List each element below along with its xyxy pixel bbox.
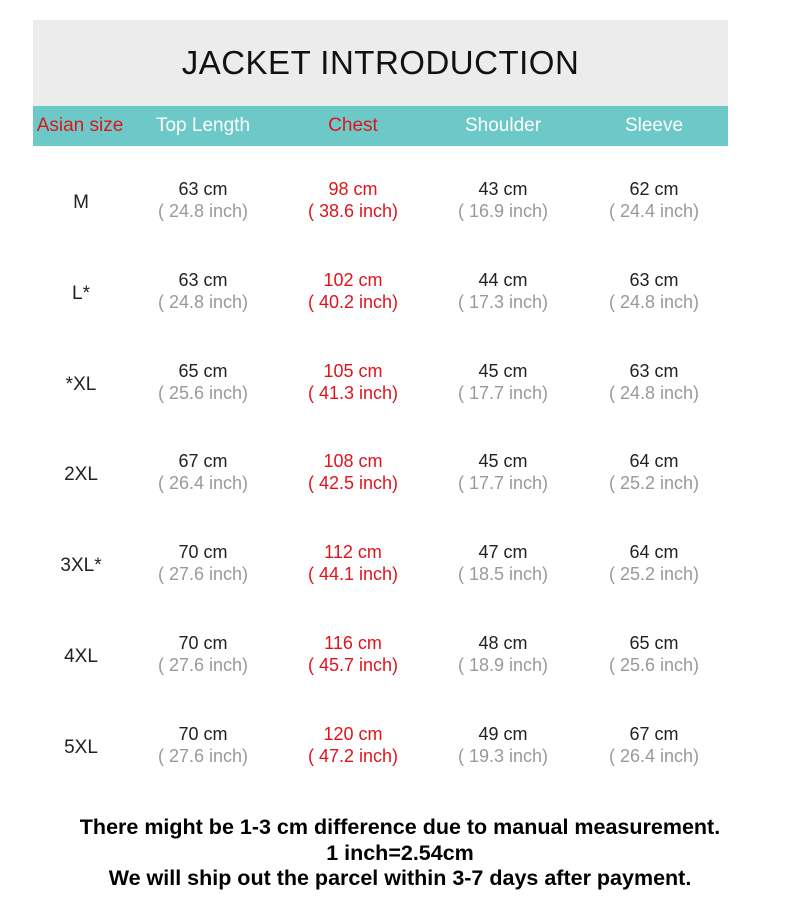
shoulder-cm: 45 cm	[478, 451, 528, 472]
top-length-cm: 70 cm	[178, 542, 228, 563]
sleeve-cm: 67 cm	[629, 723, 679, 744]
sleeve-cm: 63 cm	[629, 269, 679, 290]
chest-cm: 120 cm	[323, 723, 383, 744]
chest-cell	[308, 269, 398, 313]
shoulder-inch: ( 19.3 inch)	[457, 745, 549, 766]
sleeve-inch: ( 25.2 inch)	[608, 564, 700, 585]
top-length-inch: ( 27.6 inch)	[157, 564, 249, 585]
size-label: 4XL	[64, 646, 98, 667]
sleeve-inch: ( 24.8 inch)	[608, 291, 700, 312]
sleeve-cell	[609, 269, 699, 313]
shoulder-cell	[458, 632, 548, 676]
sleeve-cell	[609, 541, 699, 585]
note-measurement: There might be 1-3 cm difference due to manual measurement.	[79, 815, 721, 839]
sleeve-cm: 64 cm	[629, 542, 679, 563]
top-length-cell	[158, 178, 248, 222]
top-length-cm: 65 cm	[178, 360, 228, 381]
sleeve-cell	[609, 360, 699, 404]
chest-cm: 112 cm	[324, 542, 382, 563]
header-chest: Chest	[328, 115, 378, 136]
table-row	[0, 360, 800, 420]
shoulder-cell	[458, 269, 548, 313]
sleeve-inch: ( 26.4 inch)	[608, 745, 700, 766]
shoulder-cm: 49 cm	[478, 723, 528, 744]
shoulder-cell	[458, 178, 548, 222]
size-label: 3XL*	[60, 555, 102, 577]
header-sleeve: Sleeve	[624, 115, 684, 136]
shoulder-inch: ( 17.7 inch)	[457, 473, 549, 494]
table-row	[0, 541, 800, 601]
top-length-cm: 70 cm	[178, 723, 228, 744]
table-row	[0, 632, 800, 692]
notes	[0, 815, 800, 892]
chest-inch: ( 47.2 inch)	[307, 745, 399, 766]
table-header	[33, 106, 728, 146]
chest-inch: ( 45.7 inch)	[307, 655, 399, 675]
top-length-inch: ( 27.6 inch)	[157, 655, 249, 675]
chest-cm: 108 cm	[323, 451, 383, 472]
sleeve-cm: 63 cm	[629, 360, 679, 381]
page-title: JACKET INTRODUCTION	[181, 44, 580, 81]
chest-cm: 116 cm	[324, 633, 382, 653]
sleeve-cell	[609, 723, 699, 767]
size-label: L*	[72, 282, 90, 304]
table-row	[0, 450, 800, 510]
chest-cell	[308, 723, 398, 767]
note-shipping: We will ship out the parcel within 3-7 days after payment.	[108, 866, 692, 890]
sleeve-inch: ( 24.8 inch)	[608, 382, 700, 403]
sleeve-inch: ( 25.6 inch)	[608, 655, 700, 675]
chest-cell	[308, 450, 398, 494]
title-bar	[33, 20, 728, 106]
table-row	[0, 178, 800, 238]
shoulder-cm: 47 cm	[478, 542, 528, 563]
chest-cell	[308, 541, 398, 585]
chest-cell	[308, 632, 398, 676]
shoulder-inch: ( 17.3 inch)	[457, 291, 549, 312]
top-length-inch: ( 27.6 inch)	[157, 745, 249, 766]
top-length-inch: ( 25.6 inch)	[157, 382, 249, 403]
shoulder-cell	[458, 360, 548, 404]
sleeve-cell	[609, 632, 699, 676]
top-length-inch: ( 24.8 inch)	[157, 291, 249, 312]
size-label: 5XL	[64, 736, 98, 758]
shoulder-cm: 44 cm	[478, 269, 528, 290]
top-length-inch: ( 26.4 inch)	[157, 473, 249, 494]
note-conversion: 1 inch=2.54cm	[326, 840, 474, 865]
top-length-cell	[158, 632, 248, 676]
top-length-cell	[158, 450, 248, 494]
top-length-cell	[158, 723, 248, 767]
shoulder-inch: ( 18.5 inch)	[457, 564, 549, 585]
top-length-cm: 63 cm	[178, 179, 228, 199]
top-length-cm: 67 cm	[178, 451, 228, 472]
top-length-cell	[158, 269, 248, 313]
sleeve-inch: ( 25.2 inch)	[608, 473, 700, 494]
sleeve-cm: 64 cm	[629, 451, 679, 472]
chest-cm: 102 cm	[323, 269, 383, 290]
chest-inch: ( 38.6 inch)	[307, 201, 399, 221]
shoulder-inch: ( 16.9 inch)	[457, 201, 549, 221]
top-length-cell	[158, 360, 248, 404]
sleeve-cm: 62 cm	[629, 179, 679, 199]
shoulder-cell	[458, 723, 548, 767]
shoulder-inch: ( 18.9 inch)	[457, 655, 549, 675]
chest-inch: ( 40.2 inch)	[307, 291, 399, 312]
header-asian-size: Asian size	[36, 115, 124, 136]
sleeve-cell	[609, 178, 699, 222]
top-length-inch: ( 24.8 inch)	[157, 201, 249, 221]
chest-cm: 105 cm	[323, 360, 383, 381]
chest-cell	[308, 178, 398, 222]
sleeve-inch: ( 24.4 inch)	[608, 201, 700, 221]
top-length-cm: 63 cm	[178, 269, 228, 290]
size-label: *XL	[65, 373, 97, 395]
size-label: 2XL	[64, 464, 98, 486]
shoulder-cell	[458, 541, 548, 585]
header-top-length: Top Length	[155, 115, 251, 136]
chest-cell	[308, 360, 398, 404]
chest-inch: ( 44.1 inch)	[307, 564, 399, 585]
header-shoulder: Shoulder	[464, 115, 542, 136]
table-row	[0, 269, 800, 329]
shoulder-cm: 48 cm	[478, 633, 528, 653]
chest-inch: ( 41.3 inch)	[307, 382, 399, 403]
table-row	[0, 723, 800, 783]
chest-cm: 98 cm	[328, 179, 378, 199]
shoulder-cell	[458, 450, 548, 494]
top-length-cm: 70 cm	[178, 633, 228, 653]
size-label: M	[73, 192, 89, 213]
shoulder-cm: 45 cm	[478, 360, 528, 381]
chest-inch: ( 42.5 inch)	[307, 473, 399, 494]
shoulder-cm: 43 cm	[478, 179, 528, 199]
shoulder-inch: ( 17.7 inch)	[457, 382, 549, 403]
top-length-cell	[158, 541, 248, 585]
sleeve-cell	[609, 450, 699, 494]
sleeve-cm: 65 cm	[629, 633, 679, 653]
